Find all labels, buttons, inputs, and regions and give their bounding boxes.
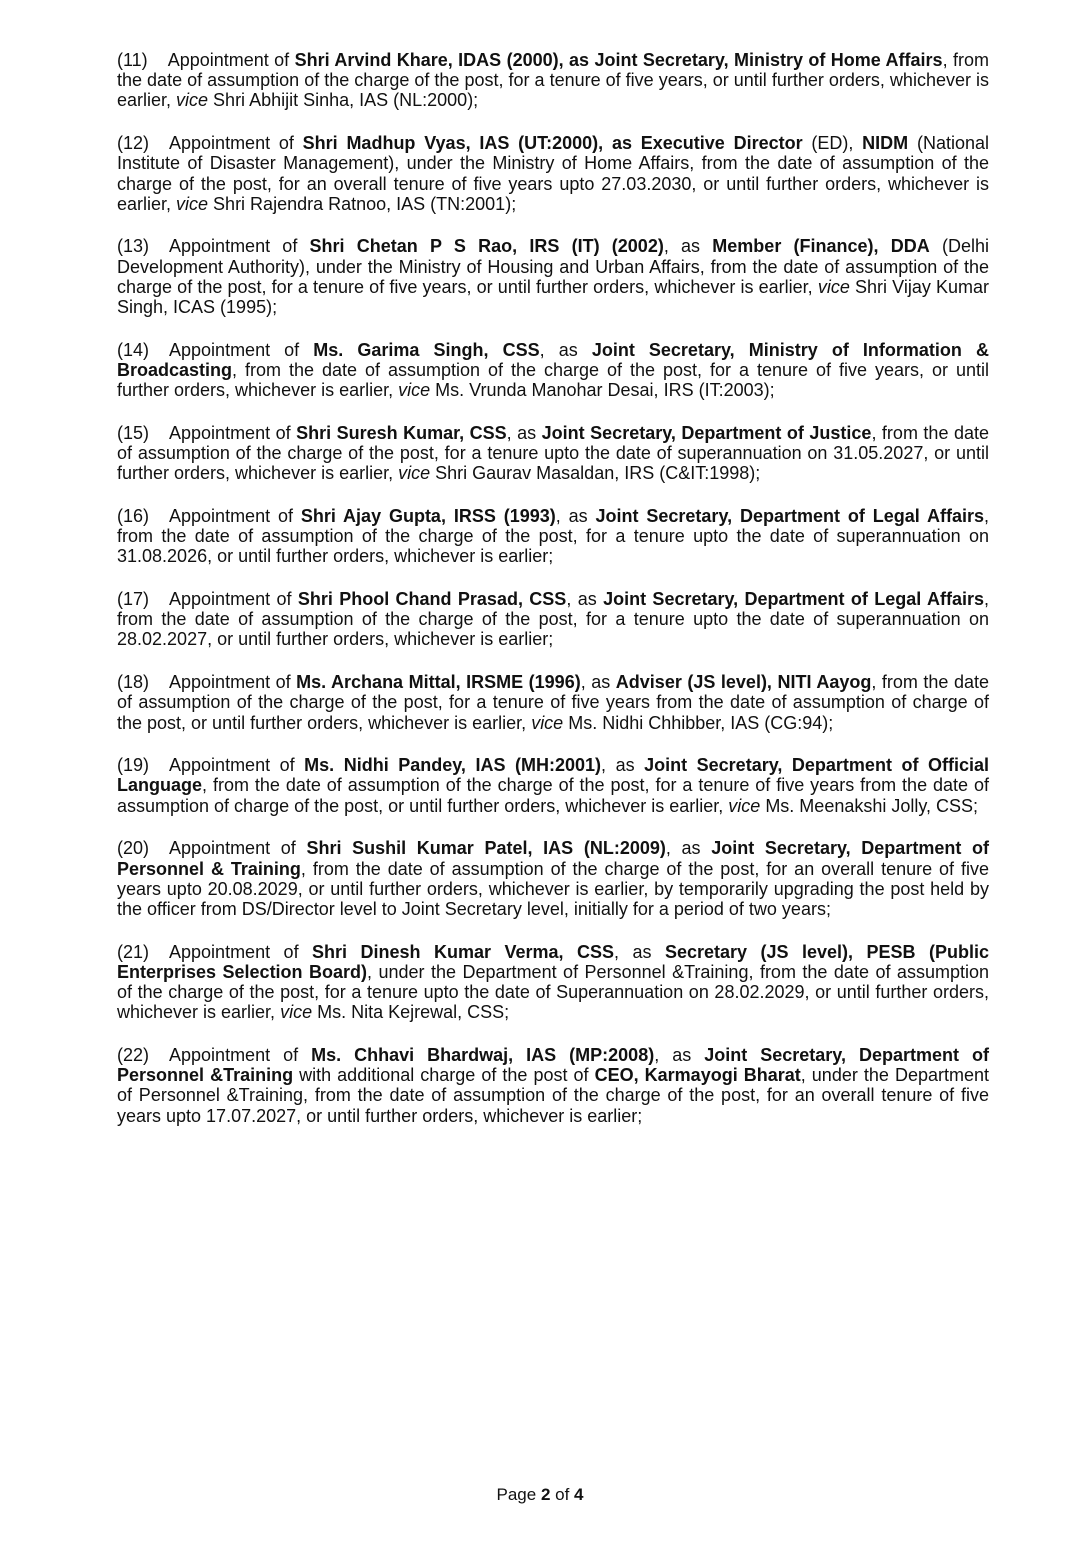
entry-bold-text: Shri Arvind Khare, IDAS (2000), as Joint Secretary, Ministry of Home Affairs [294, 50, 943, 70]
entry-text: Appointment of [169, 339, 314, 360]
entry-text: Ms. Vrunda Manohar Desai, IRS (IT:2003); [430, 380, 775, 401]
entry-text: , from the date of assumption of the charge of the post, for a tenure upto the date of superannuation on 31.05.2027, or until further orders, whichever is earlier, [117, 422, 989, 484]
appointment-entry [117, 423, 989, 484]
entry-bold-text: Joint Secretary, Ministry of Information & Broadcasting [117, 339, 989, 380]
entry-bold-text: Member (Finance), DDA [712, 236, 930, 257]
entry-text: Appointment of [169, 133, 303, 154]
appointment-entry [117, 672, 989, 733]
entry-text: Shri Rajendra Ratnoo, IAS (TN:2001); [208, 193, 517, 214]
appointment-entry [117, 133, 989, 214]
entry-text: (ED), [802, 133, 863, 154]
appointment-entry [117, 236, 989, 317]
entry-text: (National Institute of Disaster Management), under the Ministry of Home Affairs, from the date of assumption of the charge of the post, for an overall tenure of five years upto 27.03.2030, or until further orders, whichever is earlier, [117, 133, 989, 214]
entry-number: (15) [117, 422, 150, 443]
entry-italic-text: vice [398, 380, 431, 401]
entry-bold-text: Secretary (JS level), PESB (Public Enterprises Selection Board) [117, 941, 990, 982]
entry-bold-text: Ms. Garima Singh, CSS [313, 339, 540, 360]
entry-number: (19) [117, 755, 150, 776]
entry-number: (12) [117, 133, 150, 154]
entry-text: , as [601, 755, 645, 776]
entry-bold-text: CEO, Karmayogi Bharat [594, 1065, 801, 1086]
entry-text: Ms. Meenakshi Jolly, CSS; [760, 795, 979, 816]
entry-italic-text: vice [531, 712, 564, 733]
entry-text: Shri Gaurav Masaldan, IRS (C&IT:1998); [430, 463, 761, 484]
entry-number: (18) [117, 672, 150, 693]
entry-text: , from the date of assumption of the charge of the post, for a tenure of five years, or until further orders, whichever is earlier, [117, 50, 989, 111]
appointment-entry [117, 589, 989, 650]
entry-bold-text: Ms. Chhavi Bhardwaj, IAS (MP:2008) [311, 1045, 655, 1066]
entry-bold-text: Shri Dinesh Kumar Verma, CSS [312, 941, 615, 962]
entry-text: , from the date of assumption of the charge of the post, for a tenure of five years, or until further orders, whichever is earlier, [117, 359, 989, 401]
appointment-entry [117, 838, 989, 919]
entry-number: (20) [117, 838, 150, 859]
entry-text: Appointment of [169, 236, 310, 257]
entry-text: , from the date of assumption of the charge of the post, for a tenure of five years from the date of assumption of charge of the post, or until further orders, whichever is earlier, [117, 775, 989, 816]
entry-text: , as [506, 422, 542, 443]
entry-text: , from the date of assumption of the charge of the post, for a tenure upto the date of superannuation on 28.02.2027, or until further orders, whichever is earlier; [117, 589, 989, 650]
entry-text: , as [580, 672, 616, 693]
entry-text: , as [663, 236, 713, 257]
entry-number: (14) [117, 339, 150, 360]
entry-bold-text: Joint Secretary, Department of Official Language [117, 755, 990, 796]
entry-bold-text: Shri Chetan P S Rao, IRS (IT) (2002) [309, 236, 664, 257]
entry-text: , from the date of assumption of the charge of the post, for a tenure of five years from the date of assumption of charge of the post, or until further orders, whichever is earlier, [117, 672, 990, 733]
entry-text: , as [654, 1045, 705, 1066]
entry-text: Appointment of [169, 941, 313, 962]
entry-italic-text: vice [176, 193, 209, 214]
entry-bold-text: Joint Secretary, Department of Legal Affairs [595, 505, 984, 526]
entry-bold-text: Joint Secretary, Department of Personnel & Training [117, 838, 989, 879]
appointment-entry [117, 506, 989, 567]
entry-number: (21) [117, 941, 150, 962]
entry-text: , as [555, 505, 596, 526]
entry-number: (17) [117, 589, 150, 610]
entry-text: , as [539, 339, 592, 360]
entry-bold-text: Ms. Nidhi Pandey, IAS (MH:2001) [304, 755, 602, 776]
entry-text: (Delhi Development Authority), under the Ministry of Housing and Urban Affairs, from the date of assumption of the charge of the post, for a tenure of five years, or until further orders, whichever is earlier, [117, 236, 990, 297]
appointment-entry [117, 942, 989, 1023]
entry-italic-text: vice [176, 90, 209, 111]
entry-number: (16) [117, 505, 150, 526]
current-page-number: 2 [540, 1485, 551, 1504]
appointments-list [117, 50, 989, 1148]
entry-text: , from the date of assumption of the charge of the post, for an overall tenure of five years upto 20.08.2029, or until further orders, whichever is earlier, by temporarily upgrading the post held by the officer from DS/Director level to Joint Secretary level, initially for a period of two years; [117, 858, 989, 919]
entry-bold-text: Shri Phool Chand Prasad, CSS [297, 589, 567, 610]
entry-text: Ms. Nita Kejrewal, CSS; [312, 1002, 510, 1023]
entry-number: (11) [117, 50, 148, 70]
entry-bold-text: Adviser (JS level), NITI Aayog [615, 672, 872, 693]
entry-bold-text: Shri Suresh Kumar, CSS [296, 422, 507, 443]
entry-italic-text: vice [398, 463, 431, 484]
entry-bold-text: Shri Ajay Gupta, IRSS (1993) [300, 505, 556, 526]
entry-text: Appointment of [167, 50, 295, 70]
entry-text: Ms. Nidhi Chhibber, IAS (CG:94); [563, 712, 834, 733]
page-word: Page [496, 1485, 541, 1504]
entry-bold-text: NIDM [862, 133, 909, 154]
entry-text: , as [665, 838, 712, 859]
appointment-entry [117, 340, 989, 401]
entry-text: Appointment of [169, 755, 305, 776]
entry-text: Appointment of [169, 838, 307, 859]
page-footer [0, 1485, 1080, 1505]
entry-text: with additional charge of the post of [293, 1065, 595, 1086]
appointment-entry [117, 755, 989, 816]
entry-bold-text: Ms. Archana Mittal, IRSME (1996) [296, 672, 581, 693]
entry-italic-text: vice [280, 1002, 313, 1023]
entry-text: , under the Department of Personnel &Training, from the date of assumption of the charge of the post, for an overall tenure of five years upto 17.07.2027, or until further orders, whichever is earlier; [117, 1065, 989, 1126]
entry-bold-text: Shri Sushil Kumar Patel, IAS (NL:2009) [306, 838, 666, 859]
entry-text: Appointment of [169, 1045, 312, 1066]
entry-text: Shri Abhijit Sinha, IAS (NL:2000); [208, 90, 479, 111]
entry-text: , as [614, 941, 665, 962]
entry-text: Appointment of [169, 589, 298, 610]
total-page-count: 4 [574, 1485, 584, 1504]
entry-bold-text: Joint Secretary, Department of Personnel &Training [117, 1045, 989, 1086]
of-word: of [550, 1485, 575, 1504]
appointment-entry [117, 50, 989, 111]
entry-text: Shri Vijay Kumar Singh, ICAS (1995); [117, 276, 989, 318]
entry-number: (22) [117, 1045, 150, 1066]
entry-text: Appointment of [169, 422, 297, 443]
entry-bold-text: Joint Secretary, Department of Justice [541, 422, 872, 443]
entry-bold-text: Joint Secretary, Department of Legal Affairs [603, 589, 984, 610]
entry-text: , as [566, 589, 604, 610]
entry-italic-text: vice [728, 795, 761, 816]
entry-bold-text: Shri Madhup Vyas, IAS (UT:2000), as Executive Director [302, 133, 803, 154]
entry-text: Appointment of [169, 505, 301, 526]
entry-text: , from the date of assumption of the charge of the post, for a tenure upto the date of superannuation on 31.08.2026, or until further orders, whichever is earlier; [117, 505, 989, 567]
entry-text: Appointment of [169, 672, 297, 693]
entry-number: (13) [117, 236, 150, 257]
entry-text: , under the Department of Personnel &Training, from the date of assumption of the charge of the post, for a tenure upto the date of Superannuation on 28.02.2029, or until further orders, whichever is earlier, [117, 961, 989, 1023]
appointment-entry [117, 1045, 989, 1126]
entry-italic-text: vice [817, 276, 850, 297]
